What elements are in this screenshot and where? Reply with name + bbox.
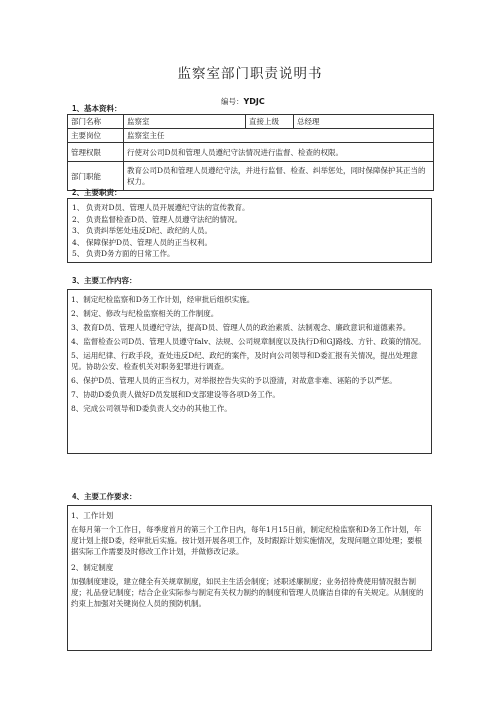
system-text: 加强制度建设，建立健全有关规章制度，如民主生活会制度；述职述廉制度；业务招待费使用情况报告制度；礼品登记制度；结合企业实际参与制定有关权力制约的制度和管理人员廉洁自律的有关规定。从制度的约束上加强对关键岗位人员的预防机制。: [71, 577, 424, 608]
table-row: [68, 143, 434, 162]
work-contents-box: [67, 289, 432, 454]
main-post-label: 主要岗位: [68, 129, 124, 143]
duty-number: 1、: [72, 203, 85, 212]
list-item: [72, 202, 427, 214]
duty-text: 负责监督检查D员、管理人员遵守法纪的情况。: [86, 214, 243, 224]
page-title: 监察室部门职责说明书: [177, 66, 323, 82]
document-code-value: YDJC: [243, 97, 265, 106]
table-row: [68, 129, 434, 143]
list-item: 1、制定纪检监察和D务工作计划，经审批后组织实施。: [71, 295, 255, 304]
dept-name-value: 监察室: [124, 115, 246, 129]
list-item: [72, 214, 427, 226]
dept-name-label: 部门名称: [68, 115, 124, 129]
duty-text: 保障保护D员、管理人员的正当权利。: [86, 237, 213, 247]
duty-text: 负责纠举惩处违反D纪、政纪的人员。: [86, 226, 213, 235]
list-item: 8、完成公司领导和D委负责人交办的其他工作。: [71, 404, 232, 413]
section-heading-contents: 3、主要工作内容：: [72, 276, 137, 285]
table-row: [68, 115, 434, 129]
duty-number: 4、: [72, 237, 85, 247]
superior-label: 直接上级: [246, 115, 294, 129]
duty-number: 5、: [72, 249, 85, 258]
list-item: [72, 237, 427, 249]
main-post-value: 监察室主任: [124, 129, 434, 143]
duty-text: 负责D务方面的日常工作。: [86, 249, 175, 258]
basic-info-table: [67, 114, 434, 191]
document-code-label: 编号：: [221, 97, 244, 106]
list-item: [72, 225, 427, 237]
function-value: 教育公司D员和管理人员遵纪守法，并进行监督、检查、纠举惩处，同时保障保护其正当的权力。: [124, 162, 434, 191]
authority-value: 行使对公司D员和管理人员遵纪守法情况进行监督、检查的权限。: [124, 143, 434, 162]
section-heading-duties: 2、主要职责：: [72, 188, 122, 197]
list-item: 5、运用纪律、行政手段，查处违反D纪、政纪的案件，及时向公司领导和D委汇报有关情况，提出处理意见。协助公安、检查机关对职务犯罪进行调查。: [71, 351, 418, 371]
superior-value: 总经理: [294, 115, 434, 129]
section-heading-requirements: 4、主要工作要求：: [72, 492, 137, 501]
duty-text: 负责对D员、管理人员开展遵纪守法的宣传教育。: [86, 203, 250, 212]
list-item: 3、教育D员、管理人员遵纪守法，提高D员、管理人员的政治素质、法制观念、廉政意识和道德素养。: [71, 323, 411, 332]
list-item: 4、监督检查公司D员、管理人员遵守falv、法规、公司规章制度以及执行D和GJ路线、方针、政策的情况。: [71, 337, 426, 346]
duty-number: 2、: [72, 214, 85, 224]
document-code: [221, 96, 265, 107]
duties-box: [67, 198, 432, 263]
duty-number: 3、: [72, 226, 85, 235]
function-label: 部门职能: [68, 162, 124, 191]
authority-label: 管理权限: [68, 143, 124, 162]
section-heading-basic: 1、基本资料：: [72, 104, 122, 113]
list-item: 7、协助D委负责人做好D员发展和D支部建设等各项D务工作。: [71, 390, 280, 399]
list-item: 6、保护D员、管理人员的正当权力，对举报控告失实的予以澄清，对故意非难、诬陷的予以严惩。: [71, 376, 397, 385]
list-item: 2、制定、修改与纪检监察相关的工作制度。: [71, 309, 219, 318]
work-requirements-box: [67, 505, 432, 651]
plan-text: 在每月第一个工作日，每季度首月的第三个工作日内，每年1月15日前，制定纪检监察和D务工作计划，年度计划上报D委，经审批后实施。按计划开展各项工作，及时跟踪计划实施情况，发现问题立即处理；要根据实际工作需要及时修改工作计划，并做修改记录。: [71, 525, 423, 556]
plan-title: 1、工作计划: [71, 511, 114, 520]
list-item: [72, 248, 427, 260]
table-row: [68, 162, 434, 191]
system-title: 2、制定制度: [71, 563, 114, 572]
